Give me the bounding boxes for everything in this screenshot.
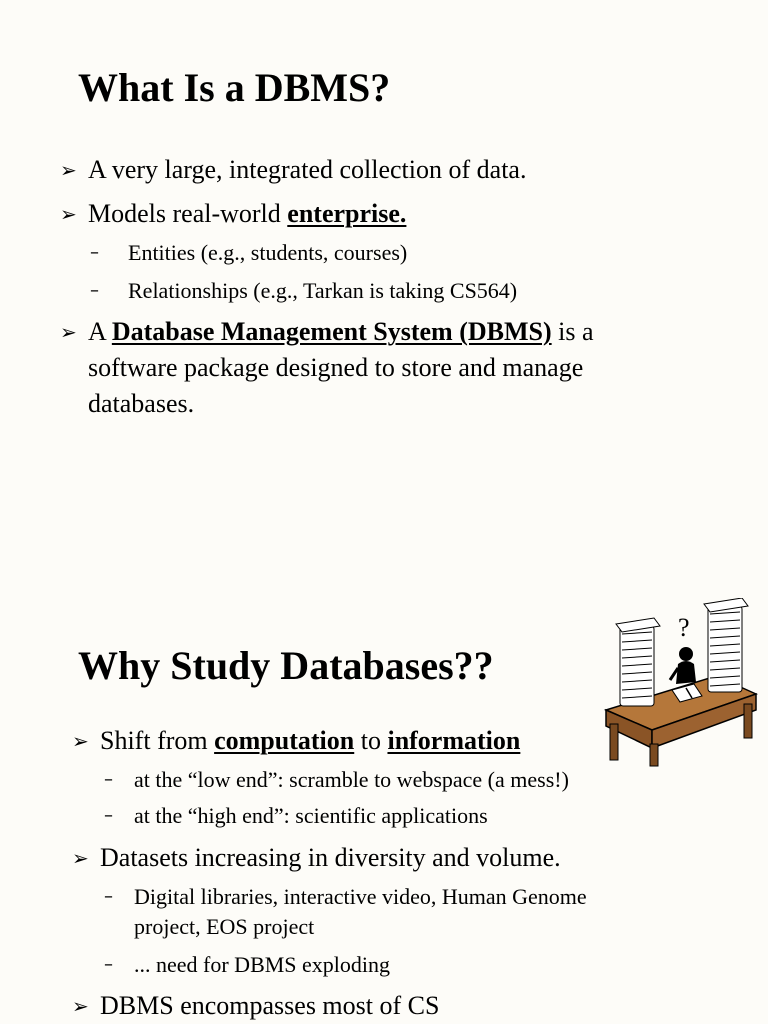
bullet-text: databases.	[88, 389, 195, 418]
bullet-text: Datasets increasing in diversity and volume.	[100, 843, 561, 872]
question-mark-glyph: ?	[678, 613, 690, 642]
bullet-text: A very large, integrated collection of data.	[88, 155, 527, 184]
desk-with-paper-stacks-illustration	[598, 598, 758, 768]
sub-bullet-digital-libraries	[104, 882, 587, 942]
dash-bullet-icon: –	[104, 805, 113, 826]
term-information: information	[387, 726, 521, 755]
sub-bullet-low-end	[104, 765, 569, 795]
bullet-text: A	[88, 317, 112, 346]
bullet-text: Shift from	[100, 726, 215, 755]
bullet-text: Models real-world	[88, 199, 288, 228]
dash-bullet-icon: –	[90, 280, 99, 301]
dash-bullet-icon: –	[104, 886, 113, 907]
bullet-collection	[60, 152, 527, 188]
arrow-bullet-icon: ➢	[72, 729, 89, 753]
dash-bullet-icon: –	[104, 769, 113, 790]
arrow-bullet-icon: ➢	[72, 994, 89, 1018]
sub-bullet-relationships	[90, 276, 518, 306]
bullet-encompasses	[72, 988, 440, 1024]
bullet-dbms-definition	[60, 314, 708, 422]
sub-text: ... need for DBMS exploding	[134, 952, 391, 977]
arrow-bullet-icon: ➢	[60, 320, 77, 344]
sub-text: project, EOS project	[134, 914, 315, 939]
sub-text: Entities (e.g., students, courses)	[128, 240, 408, 265]
term-computation: computation	[214, 726, 355, 755]
slide-title: What Is a DBMS?	[78, 65, 391, 110]
sub-bullet-need-dbms	[104, 950, 391, 980]
sub-text: Digital libraries, interactive video, Human Genome	[134, 884, 587, 909]
sub-bullet-high-end	[104, 801, 488, 831]
dash-bullet-icon: –	[90, 242, 99, 263]
bullet-text: is a	[551, 317, 594, 346]
term-dbms: Database Management System (DBMS)	[111, 317, 552, 346]
bullet-shift	[72, 723, 521, 759]
term-enterprise: enterprise.	[287, 199, 407, 228]
arrow-bullet-icon: ➢	[72, 846, 89, 870]
sub-text: at the “high end”: scientific applications	[134, 803, 488, 828]
bullet-datasets	[72, 840, 561, 876]
sub-bullet-entities	[90, 238, 408, 268]
bullet-text: software package designed to store and manage	[88, 353, 584, 382]
arrow-bullet-icon: ➢	[60, 158, 77, 182]
sub-text: at the “low end”: scramble to webspace (a mess!)	[134, 767, 569, 792]
bullet-text: DBMS encompasses most of CS	[100, 991, 440, 1020]
arrow-bullet-icon: ➢	[60, 202, 77, 226]
slide-title: Why Study Databases??	[78, 643, 494, 688]
slide-why-study-databases	[0, 560, 768, 1024]
dash-bullet-icon: –	[104, 954, 113, 975]
sub-text: Relationships (e.g., Tarkan is taking CS564)	[128, 278, 518, 303]
bullet-text: to	[354, 726, 388, 755]
bullet-enterprise	[60, 196, 407, 232]
